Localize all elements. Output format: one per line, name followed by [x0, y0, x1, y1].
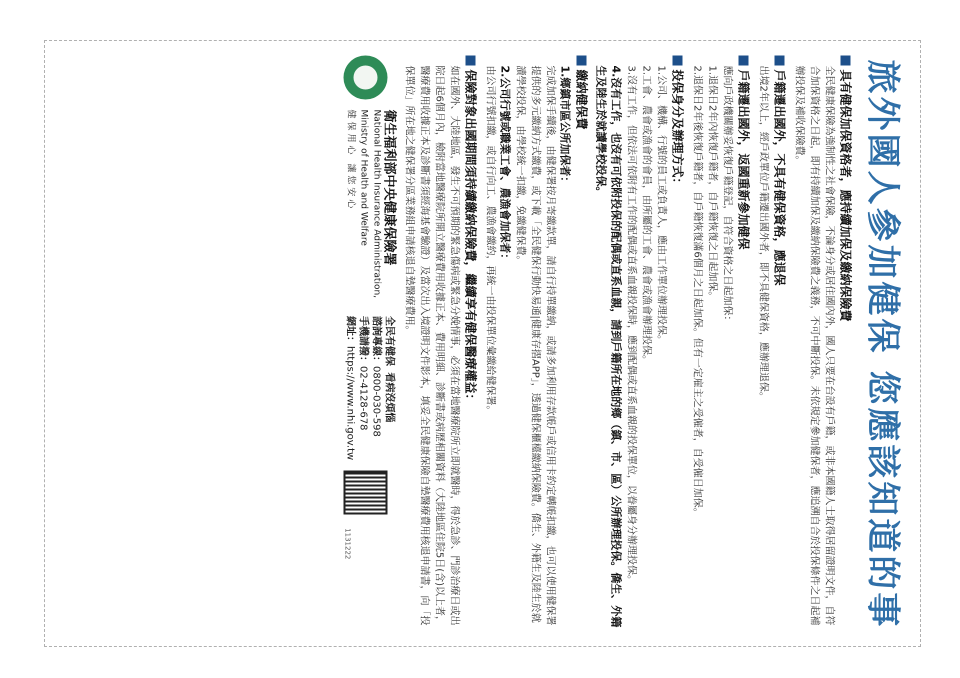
- list-item: 1.公司、機構、行號的員工或負責人，應由工作單位辦理投保。: [655, 65, 666, 345]
- list-item: 1.退保日2年內恢復戶籍者，自戶籍恢復之日起加保。: [706, 65, 717, 301]
- slogan: 健保用心 讓您安心: [345, 109, 355, 211]
- nhi-logo-icon: [343, 55, 387, 99]
- bullet-square-icon: [738, 55, 748, 65]
- section-heading: 投保身分及辦理方式：: [670, 69, 684, 190]
- hotline-label: 諮詢專線：: [370, 315, 381, 366]
- document-code: 1131222: [343, 527, 351, 559]
- organization-block: [343, 109, 395, 298]
- list-item: 由公司行號扣繳，或自行向工、農漁會繳約，再統一由投保單位彙繳給健保署。: [484, 65, 495, 415]
- contact-header-2: 看病沒煩惱: [383, 371, 394, 422]
- bullet-square-icon: [672, 55, 682, 65]
- section-heading: 戶籍遷出國外，返國重新參加健保: [736, 69, 750, 250]
- section-3: [689, 55, 751, 632]
- contact-block: [343, 316, 395, 460]
- bullet-square-icon: [840, 55, 850, 65]
- list-item: 完成加保手續後，由健保署按月寄繳款單，請自行持單繳納，或請多加利用存款帳戶或信用卡約定轉帳扣繳，也可以使用健保署提供的多元繳納方式繳費，或下載「全民健保行動快易通|健康存摺APP」，透過健保櫃檯繳納保險費。僑生、外籍生及陸生於就讀學校投保，由學校統一扣繳，免繳健保費。: [514, 65, 555, 625]
- list-item: 1.鄉鎮市區公所加保者：: [558, 65, 571, 187]
- list-item: 2.公司行號或職業工會、農漁會加保者：: [498, 65, 511, 264]
- web-label: 網址：: [344, 315, 355, 346]
- section-2: [755, 55, 787, 632]
- qr-code-icon: [343, 470, 387, 514]
- hotline-number: 0800-030-598: [370, 365, 381, 437]
- section-heading: 繳納健保費: [574, 69, 588, 130]
- website-link[interactable]: https://www.nhi.gov.tw: [344, 345, 355, 460]
- list-item: 2.工會、農會或漁會的會員，由所屬的工會、農會或漁會辦理投保。: [640, 65, 651, 365]
- list-item: 3.沒有工作，但依法可依附有工作的配偶或直系血親投保時，應到配偶或直系血親的投保單位，以眷屬身分辦理投保。: [625, 65, 636, 585]
- section-6: [401, 55, 478, 632]
- section-paragraph: 如在國外、大陸地區，發生不可預期的緊急傷病或緊急分娩情事，必須在當地醫療院所立即就醫時，得於急診、門診治療日或出院日起6個月內，檢附當地醫療院所開立醫療費用收據正本、費用明細、診斷書或病歷相關資料（大陸地區住院5日(含)以上者，醫療費用收據正本及診斷書須經海基會驗證）及當次出入境證明文件影本，填妥全民健康保險自墊醫療費用核退申請書，向「投保單位」所在地之健保署分區業務組申請核退自墊醫療費用。: [403, 65, 459, 626]
- document-page: [44, 40, 921, 647]
- footer: [343, 55, 395, 632]
- mobile-number: 02-4128-678: [357, 365, 368, 430]
- list-item: 2.退保日2年後恢復戶籍者，自戶籍恢復滿6個月之日起加保。但有一定雇主之受僱者，自受僱日加保。: [691, 65, 702, 518]
- contact-header-1: 全民有健保: [383, 315, 394, 366]
- section-paragraph: 應向戶政機關辦妥恢復戶籍登記，自符合資格之日起加保：: [721, 65, 732, 325]
- org-name-zh: 衛生福利部中央健康保險署: [381, 109, 396, 266]
- section-heading: 戶籍遷出國外，不具有健保資格，應退保: [772, 69, 786, 286]
- org-name-en-2: Ministry of Health and Welfare: [358, 109, 368, 246]
- section-heading: 保險對象出國期間須持續繳納保險費，繼續享有健保醫療權益：: [463, 69, 477, 406]
- bullet-square-icon: [774, 55, 784, 65]
- section-paragraph: 全民健康保險為強制性之社會保險，不論身分或居住國內外，國人只要在台設有戶籍，或非本國籍人士取得居留證明文件，自符合加保資格之日起，即有持續加保及繳納保險費之義務，不可中斷投保。未依規定參加健保者，應追溯自合於投保條件之日起補辦投保及補收保險費。: [793, 65, 834, 625]
- org-name-en-1: National Health Insurance Administration,: [371, 109, 381, 298]
- bullet-square-icon: [465, 55, 475, 65]
- list-item: 4.沒有工作，也沒有可依附投保的配偶或直系血親，請到戶籍所在地的鄉（鎮、市、區）公所辦理投保。僑生、外籍生及陸生於就讀學校投保。: [594, 65, 622, 627]
- mobile-label: 手機請撥：: [357, 315, 368, 366]
- rotated-content: [45, 41, 920, 646]
- section-heading: 具有健保加保資格者，應持續加保及繳納保險費: [838, 69, 852, 322]
- section-paragraph: 出境2年以上，經戶政單位戶籍遷出國外者，即不具健保資格，應辦理退保。: [757, 65, 768, 402]
- section-1: [791, 55, 853, 632]
- document-title: 旅外國人參加健保 您應該知道的事: [862, 59, 902, 629]
- section-5: [482, 55, 589, 632]
- bullet-square-icon: [576, 55, 586, 65]
- section-4: [593, 55, 685, 632]
